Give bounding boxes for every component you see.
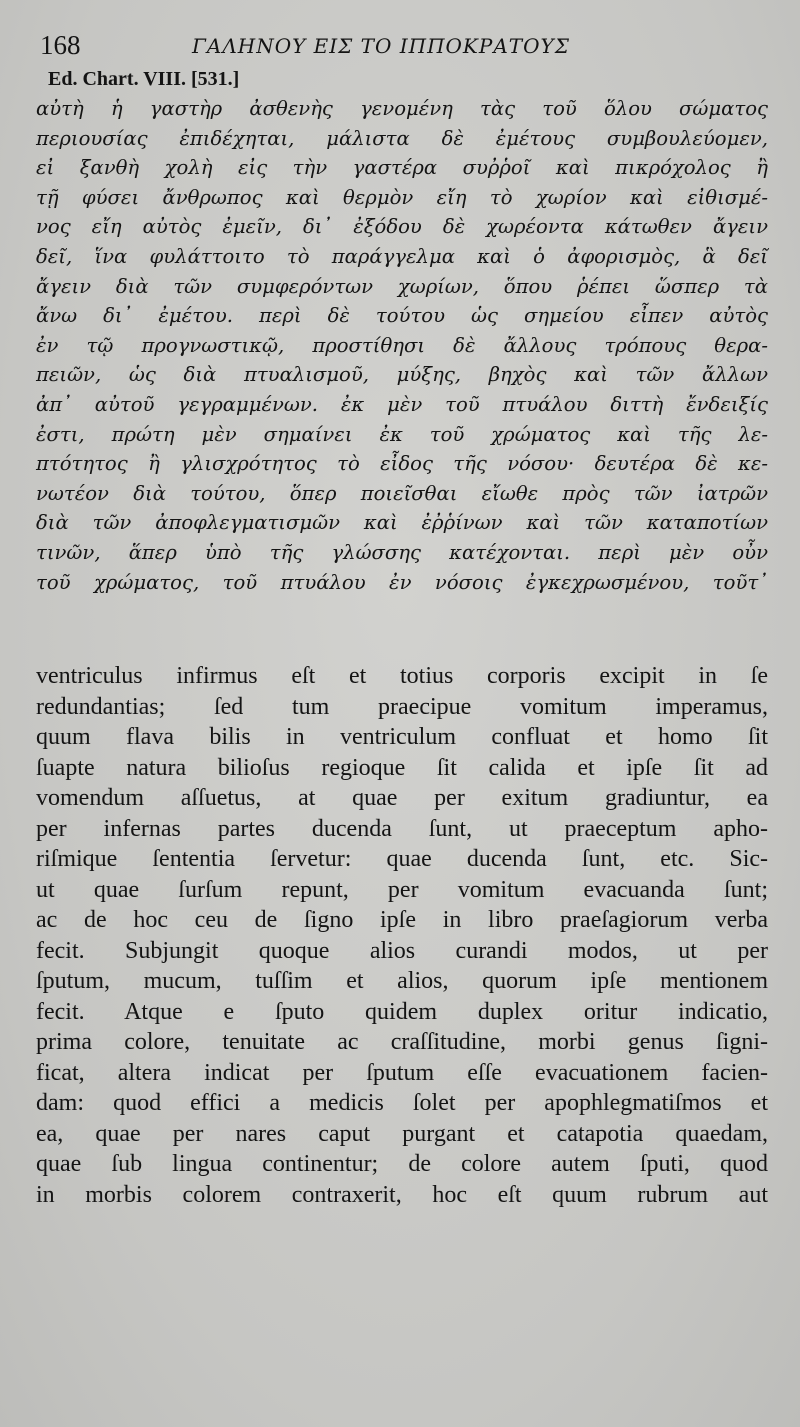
greek-line: τῇ φύσει ἄνθρωπος καὶ θερμὸν εἴη τὸ χωρίον καὶ εἰθισμέ- [36,185,768,209]
latin-line: redundantias; ſed tum praecipue vomitum imperamus, [36,693,768,720]
latin-line: quae ſub lingua continentur; de colore autem ſputi, quod [36,1151,768,1178]
latin-line: riſmique ſententia ſervetur: quae ducenda ſunt, etc. Sic- [36,846,768,873]
latin-text-block [36,661,768,1210]
greek-line: ἐστι, πρώτη μὲν σημαίνει ἐκ τοῦ χρώματος καὶ τῆς λε- [36,422,768,446]
greek-line: πειῶν, ὡς διὰ πτυαλισμοῦ, μύξης, βηχὸς καὶ τῶν ἄλλων [36,363,768,387]
greek-line: ἄνω δι᾽ ἐμέτου. περὶ δὲ τούτου ὡς σημείου εἶπεν αὐτὸς [36,304,768,328]
latin-line: ſuapte natura bilioſus regioque ſit calida et ipſe ſit ad [36,754,768,781]
greek-line: ἀπ᾽ αὐτοῦ γεγραμμένων. ἐκ μὲν τοῦ πτυάλου διττὴ ἔνδειξίς [36,392,768,416]
latin-line: fecit. Atque e ſputo quidem duplex oritur indicatio, [36,998,768,1025]
greek-line: τοῦ χρώματος, τοῦ πτυάλου ἐν νόσοις ἐγκεχρωσμένου, τοῦτ᾽ [36,570,768,594]
latin-line: ut quae ſurſum repunt, per vomitum evacuanda ſunt; [36,876,768,903]
latin-line: dam: quod effici a medicis ſolet per apophlegmatiſmos et [36,1090,768,1117]
greek-line: δεῖ, ἵνα φυλάττοιτο τὸ παράγγελμα καὶ ὁ ἀφορισμὸς, ἃ δεῖ [36,244,768,268]
greek-line: πτότητος ἢ γλισχρότητος τὸ εἶδος τῆς νόσου· δευτέρα δὲ κε- [36,452,768,476]
greek-line: ἄγειν διὰ τῶν συμφερόντων χωρίων, ὅπου ῥέπει ὥσπερ τὰ [36,274,768,298]
latin-line: in morbis colorem contraxerit, hoc eſt quum rubrum aut [36,1181,768,1208]
greek-line: τινῶν, ἅπερ ὑπὸ τῆς γλώσσης κατέχονται. περὶ μὲν οὖν [36,540,768,564]
greek-text-block [36,94,768,597]
latin-line: vomendum aſſuetus, at quae per exitum gradiuntur, ea [36,785,768,812]
greek-line: νωτέον διὰ τούτου, ὅπερ ποιεῖσθαι εἴωθε πρὸς τῶν ἰατρῶν [36,481,768,505]
greek-line: νος εἴη αὐτὸς ἐμεῖν, δι᾽ ἐξόδου δὲ χωρέοντα κάτωθεν ἄγειν [36,215,768,239]
latin-line: ventriculus infirmus eſt et totius corporis excipit in ſe [36,663,768,690]
greek-line: αὐτὴ ἡ γαστὴρ ἀσθενὴς γενομένη τὰς τοῦ ὅλου σώματος [36,97,768,120]
latin-line: fecit. Subjungit quoque alios curandi modos, ut per [36,937,768,964]
greek-line: εἰ ξανθὴ χολὴ εἰς τὴν γαστέρα συῤῥοῖ καὶ πικρόχολος ἢ [36,156,768,180]
latin-line: quum flava bilis in ventriculum confluat et homo ſit [36,724,768,751]
running-head [36,30,768,64]
latin-line: ea, quae per nares caput purgant et catapotia quaedam, [36,1120,768,1147]
running-title: ΓΑΛΗΝΟΥ ΕΙΣ ΤΟ ΙΠΠΟΚΡΑΤΟΥΣ [192,34,570,58]
greek-line: διὰ τῶν ἀποφλεγματισμῶν καὶ ἐῤῥίνων καὶ τῶν καταποτίων [36,511,768,535]
latin-line: ficat, altera indicat per ſputum eſſe evacuationem facien- [36,1059,768,1086]
latin-line: per infernas partes ducenda ſunt, ut praeceptum apho- [36,815,768,842]
latin-line: ſputum, mucum, tuſſim et alios, quorum ipſe mentionem [36,968,768,995]
greek-line: ἐν τῷ προγνωστικῷ, προστίθησι δὲ ἄλλους τρόπους θερα- [36,333,768,357]
page-number: 168 [40,30,81,60]
greek-line: περιουσίας ἐπιδέχηται, μάλιστα δὲ ἐμέτους συμβουλεύομεν, [36,126,768,150]
latin-line: prima colore, tenuitate ac craſſitudine, morbi genus ſigni- [36,1029,768,1056]
latin-line: ac de hoc ceu de ſigno ipſe in libro praeſagiorum verba [36,907,768,934]
edition-reference: Ed. Chart. VIII. [531.] [48,68,240,90]
